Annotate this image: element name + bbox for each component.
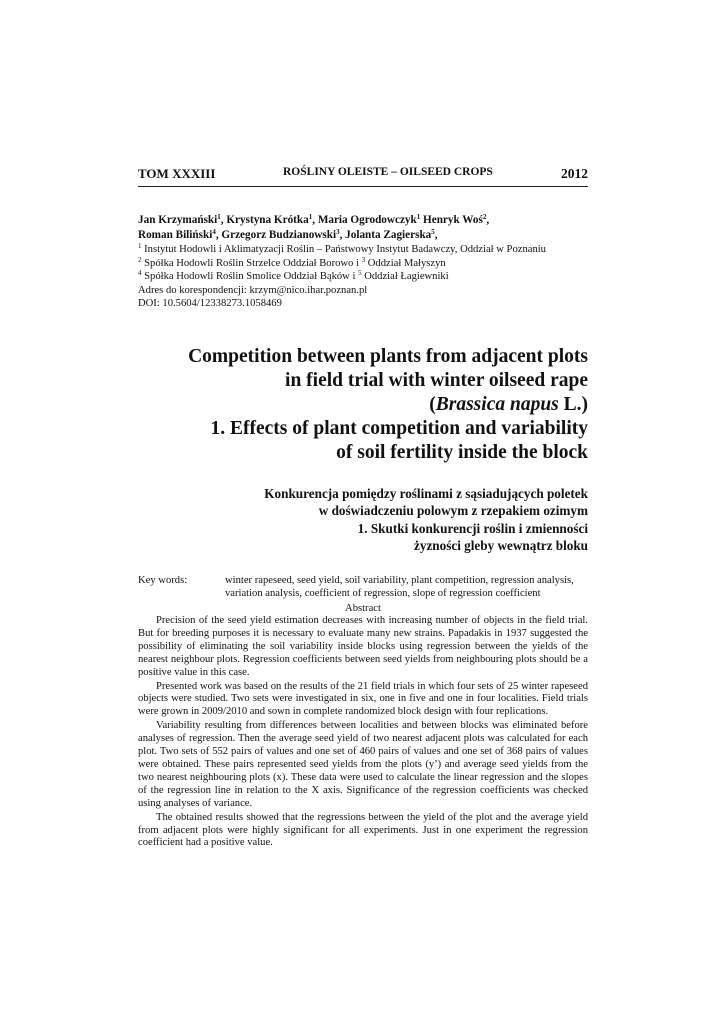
keywords-text: winter rapeseed, seed yield, soil variability, plant competition, regression analysis, variation analysis, coefficient of regression, slope of regression coefficient xyxy=(225,575,574,600)
author-separator: , xyxy=(339,229,346,241)
affiliation-text: Spółka Hodowli Roślin Smolice Oddział Bąków i xyxy=(141,271,359,282)
affiliation-line xyxy=(138,243,588,257)
subtitle-line: żyzności gleby wewnątrz bloku xyxy=(414,538,588,554)
polish-title xyxy=(138,485,588,555)
title-paren-open: ( xyxy=(429,394,436,415)
affiliation-line xyxy=(138,257,588,271)
title-paren-close: L.) xyxy=(558,394,588,415)
author-separator: , xyxy=(486,214,490,226)
header-divider xyxy=(138,186,588,187)
doi-link[interactable]: DOI: 10.5604/12338273.1058469 xyxy=(138,298,282,309)
affiliation-mark: 4 xyxy=(138,269,142,277)
title-line: Competition between plants from adjacent plots xyxy=(188,346,588,367)
author-block xyxy=(138,213,588,311)
keywords-label: Key words: xyxy=(138,575,188,586)
author-separator: , xyxy=(220,214,227,226)
subtitle-line: 1. Skutki konkurencji roślin i zmienności xyxy=(357,520,588,536)
journal-name: ROŚLINY OLEISTE – OILSEED CROPS xyxy=(283,166,493,178)
affiliation-text: Oddział Łagiewniki xyxy=(361,271,449,282)
abstract-body xyxy=(138,615,588,851)
author-affiliation-mark: 1 xyxy=(416,213,421,221)
author-name: Maria Ogrodowczyk xyxy=(317,214,417,226)
author-name: Jolanta Zagierska xyxy=(345,229,432,241)
subtitle-line: w doświadczeniu polowym z rzepakiem ozimym xyxy=(318,503,588,519)
publication-year: 2012 xyxy=(561,166,588,181)
author-name: Krystyna Krótka xyxy=(226,214,309,226)
author-name: Henryk Woś xyxy=(423,214,483,226)
author-affiliation-mark: 2 xyxy=(482,213,487,221)
author-affiliation-mark: 3 xyxy=(336,228,340,236)
author-name: Jan Krzymański xyxy=(138,214,218,226)
author-affiliation-mark: 1 xyxy=(217,213,221,221)
affiliation-text: Spółka Hodowli Roślin Strzelce Oddział Borowo i xyxy=(141,257,362,269)
species-name: Brassica napus xyxy=(435,394,559,415)
running-header xyxy=(138,166,588,186)
abstract-paragraph: Precision of the seed yield estimation decreases with increasing number of objects in the field trial. But for breeding purposes it is necessary to evaluate many new strains. Papadakis in 1937 suggested the possibility of eliminating the soil variability inside blocks using regression between the yields of the nearest neighbour plots. Regression coefficients between seed yields from neighbouring plots should be a positive value in this case. xyxy=(138,615,588,678)
title-line: in field trial with winter oilseed rape xyxy=(285,370,588,391)
abstract-heading: Abstract xyxy=(345,603,381,614)
author-affiliation-mark: 5 xyxy=(431,228,435,236)
author-name: Grzegorz Budzianowski xyxy=(221,229,337,241)
affiliation-mark: 5 xyxy=(358,269,362,277)
author-affiliation-mark: 1 xyxy=(308,213,313,221)
subtitle-line: Konkurencja pomiędzy roślinami z sąsiadujących poletek xyxy=(264,486,588,501)
abstract-paragraph: Variability resulting from differences between localities and between blocks was eliminated before analyses of regression. Then the average seed yield of two nearest adjacent plots was calculated for each plot. Two sets of 552 pairs of values and one set of 460 pairs of values and one set of 368 pairs of values were obtained. These pairs represented seed yields from the plots (y’) and average seed yields from the two nearest neighbouring plots (x). These data were used to calculate the linear regression and the slopes of the regression line in relation to the X axis. Significance of the regression coefficients was checked using analyses of variance. xyxy=(138,720,588,809)
author-separator: , xyxy=(215,229,222,241)
affiliation-mark: 1 xyxy=(138,242,142,250)
affiliation-text: Instytut Hodowli i Aklimatyzacji Roślin – Państwowy Instytut Badawczy, Oddział w Poznaniu xyxy=(141,244,546,255)
affiliation-mark: 2 xyxy=(138,255,142,264)
abstract-paragraph: Presented work was based on the results of the 21 field trials in which four sets of 25 winter rapeseed objects were studied. Two sets were investigated in six, one in five and one in four localities. Field trials were grown in 2009/2010 and sown in complete randomized block design with four replications. xyxy=(138,680,588,718)
title-line: 1. Effects of plant competition and variability xyxy=(210,418,588,439)
affiliation-text: Oddział Małyszyn xyxy=(365,257,446,269)
author-affiliation-mark: 4 xyxy=(212,228,216,236)
author-line-2 xyxy=(138,228,588,243)
abstract-paragraph: The obtained results showed that the regressions between the yield of the plot and the average yield from adjacent plots were highly significant for all experiments. Just in one experiment the regression coefficient had a positive value. xyxy=(138,811,588,849)
title-line xyxy=(138,393,588,417)
author-line-1 xyxy=(138,213,588,228)
volume-label: TOM XXXIII xyxy=(138,166,216,181)
author-name: Roman Biliński xyxy=(138,229,213,241)
paper-title xyxy=(138,345,588,465)
author-separator: , xyxy=(312,214,318,226)
affiliation-line xyxy=(138,270,588,284)
title-line: of soil fertility inside the block xyxy=(336,442,588,463)
author-separator: , xyxy=(434,229,438,241)
correspondence-address: Adres do korespondencji: krzym@nico.ihar.poznan.pl xyxy=(138,284,368,296)
affiliation-mark: 3 xyxy=(361,255,366,264)
